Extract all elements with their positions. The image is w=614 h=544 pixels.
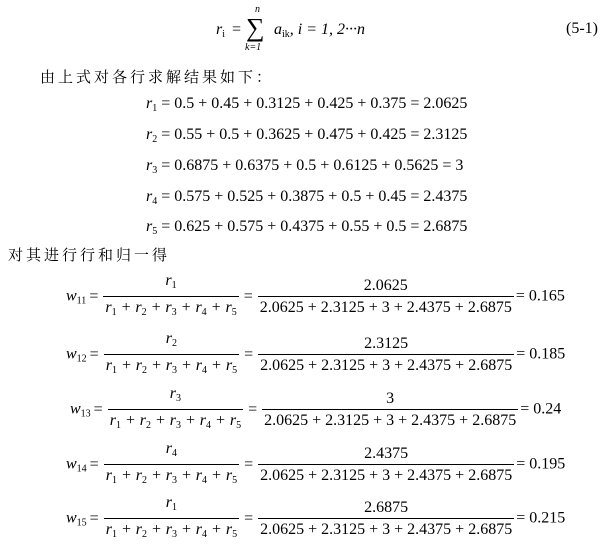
fraction-symbolic: $\frac{r_2}{r_1 + r_2 + r_3 + r_4 + r_5}$ — [105, 330, 238, 376]
eq51-term: $a_{ik}$, i = 1, 2···n — [274, 21, 366, 40]
fraction-numeric: $\frac{2.4375}{2.0625 + 2.3125 + 3 + 2.4375 + 2.6875}$ — [260, 445, 513, 484]
fraction-numeric: $\frac{2.0625}{2.0625 + 2.3125 + 3 + 2.4375 + 2.6875}$ — [259, 277, 512, 316]
sum-lower-limit: k=1 — [245, 42, 262, 53]
w-row-13: $w_{13}$ = $\frac{r_3}{r_1 + r_2 + r_3 + r_4 + r_5}$ = $\frac{3}{2.0625 + 2.3125 + 3 + 2.4375 + 2.6875}$ = 0.24 — [70, 385, 561, 435]
sigma-symbol: ∑ — [246, 13, 265, 42]
r-row-4: $r_4 = 0.575 + 0.525 + 0.3875 + 0.5 + 0.45 = 2.4375$ — [146, 188, 468, 207]
fraction-numeric: $\frac{2.3125}{2.0625 + 2.3125 + 3 + 2.4375 + 2.6875}$ — [260, 335, 513, 374]
fraction-numeric: $\frac{2.6875}{2.0625 + 2.3125 + 3 + 2.4375 + 2.6875}$ — [260, 499, 513, 538]
fraction-symbolic: $\frac{r_3}{r_1 + r_2 + r_3 + r_4 + r_5}$ — [109, 385, 242, 431]
sum-upper-limit: n — [255, 4, 260, 15]
r-row-2: $r_2 = 0.55 + 0.5 + 0.3625 + 0.475 + 0.425 = 2.3125$ — [146, 126, 468, 145]
fraction-symbolic: $\frac{r_4}{r_1 + r_2 + r_3 + r_4 + r_5}$ — [105, 440, 238, 486]
eq51-equals: = — [232, 21, 242, 38]
w-row-15: $w_{15}$ = $\frac{r_1}{r_1 + r_2 + r_3 + r_4 + r_5}$ = $\frac{2.6875}{2.0625 + 2.3125 + 3 + 2.4375 + 2.6875}$ = 0.215 — [66, 494, 565, 544]
w-row-14: $w_{14}$ = $\frac{r_4}{r_1 + r_2 + r_3 + r_4 + r_5}$ = $\frac{2.4375}{2.0625 + 2.3125 + 3 + 2.4375 + 2.6875}$ = 0.195 — [66, 440, 565, 490]
normalize-text: 对其进行行和归一得 — [8, 246, 171, 264]
fraction-symbolic: $\frac{r_1}{r_1 + r_2 + r_3 + r_4 + r_5}$ — [105, 494, 238, 540]
w-row-12: $w_{12}$ = $\frac{r_2}{r_1 + r_2 + r_3 + r_4 + r_5}$ = $\frac{2.3125}{2.0625 + 2.3125 + 3 + 2.4375 + 2.6875}$ = 0.185 — [66, 330, 565, 380]
fraction-numeric: $\frac{3}{2.0625 + 2.3125 + 3 + 2.4375 + 2.6875}$ — [264, 390, 517, 429]
r-row-1: $r_1 = 0.5 + 0.45 + 0.3125 + 0.425 + 0.375 = 2.0625$ — [146, 95, 468, 114]
intro-text: 由上式对各行求解结果如下： — [40, 68, 275, 86]
equation-number: (5-1) — [566, 20, 598, 37]
r-row-3: $r_3 = 0.6875 + 0.6375 + 0.5 + 0.6125 + 0.5625 = 3$ — [146, 157, 464, 176]
fraction-symbolic: $\frac{r_1}{r_1 + r_2 + r_3 + r_4 + r_5}$ — [105, 272, 237, 318]
w-row-11: $w_{11}$ = $\frac{r_1}{r_1 + r_2 + r_3 + r_4 + r_5}$ = $\frac{2.0625}{2.0625 + 2.3125 + 3 + 2.4375 + 2.6875}$ = 0.165 — [66, 272, 565, 322]
eq51-sum — [244, 6, 272, 54]
r-row-5: $r_5 = 0.625 + 0.575 + 0.4375 + 0.55 + 0.5 = 2.6875$ — [146, 218, 468, 237]
eq51-lhs: $r_i$ — [216, 21, 226, 40]
